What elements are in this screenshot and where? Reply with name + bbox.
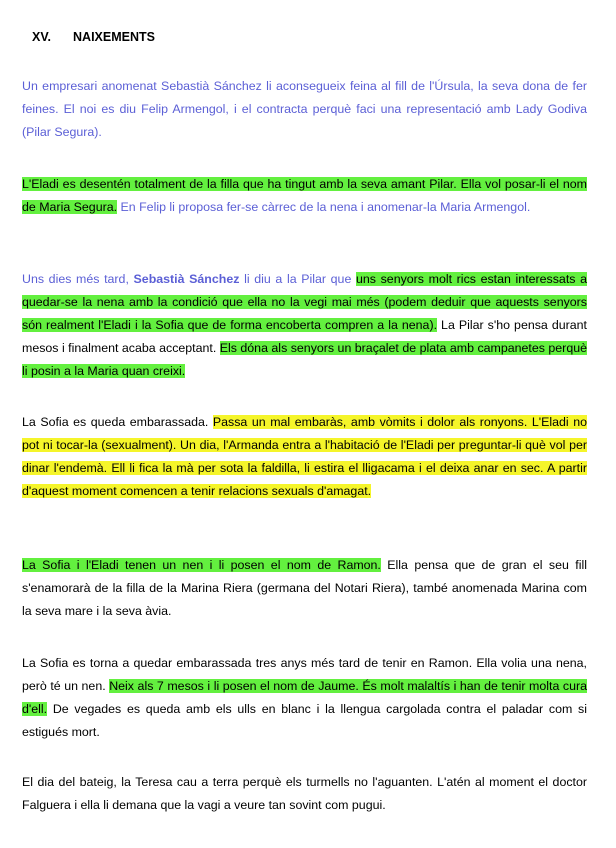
text-segment: Uns dies més tard, — [22, 272, 134, 286]
highlighted-segment: L'Eladi es desentén totalment de la filla que ha tingut amb la seva amant Pilar. Ella vol posar-li el nom de Maria Segura. — [22, 177, 587, 214]
paragraph-6 — [22, 652, 587, 744]
text-segment: El dia del bateig, la Teresa cau a terra perquè els turmells no l'aguanten. L'atén al moment el doctor Falguera i ella li demana que la vagi a veure tan sovint com pugui. — [22, 775, 587, 812]
section-number: XV. — [32, 30, 52, 44]
highlighted-segment: Els dóna als senyors un braçalet de plata amb campanetes perquè li posin a la Maria quan creixi. — [22, 341, 587, 378]
section-heading — [32, 30, 155, 44]
section-title: NAIXEMENTS — [73, 30, 155, 44]
text-segment: Un empresari anomenat Sebastià Sánchez li aconsegueix feina al fill de l'Úrsula, la seva dona de fer feines. El noi es diu Felip Armengol, i el contracta perquè faci una representació amb Lady Godiva (Pilar Segura). — [22, 79, 587, 139]
highlighted-segment: Passa un mal embaràs, amb vòmits i dolor als ronyons. L'Eladi no pot ni tocar-la (sexualment). Un dia, l'Armanda entra a l'habitació de l'Eladi per preguntar-li què vol per dinar l'endemà. Ell li fica la mà per sota la faldilla, li estira el lligacama i el deixa anar en sec. A partir d'aquest moment comencen a tenir relacions sexuals d'amagat. — [22, 415, 587, 498]
paragraph-5 — [22, 554, 587, 623]
paragraph-4 — [22, 411, 587, 503]
text-segment: La Sofia es queda embarassada. — [22, 415, 213, 429]
paragraph-7 — [22, 771, 587, 817]
highlighted-segment: La Sofia i l'Eladi tenen un nen i li posen el nom de Ramon. — [22, 558, 381, 572]
text-segment: Ella pensa que de gran el seu fill s'enamorarà de la filla de la Marina Riera (germana del Notari Riera), també anomenada Marina com la seva mare i la seva àvia. — [22, 558, 587, 618]
text-segment: Sebastià Sánchez — [133, 272, 240, 286]
paragraph-3 — [22, 268, 587, 383]
paragraph-2 — [22, 173, 587, 219]
text-segment: De vegades es queda amb els ulls en blanc i la llengua cargolada contra el paladar com si estigués mort. — [22, 702, 587, 739]
text-segment: En Felip li proposa fer-se càrrec de la nena i anomenar-la Maria Armengol. — [117, 200, 531, 214]
text-segment: li diu a la Pilar que — [239, 272, 356, 286]
text-segment: La Pilar s'ho pensa durant mesos i finalment acaba acceptant. — [22, 318, 587, 355]
text-segment: La Sofia es torna a quedar embarassada tres anys més tard de tenir en Ramon. Ella volia una nena, però té un nen. — [22, 656, 587, 693]
highlighted-segment: Neix als 7 mesos i li posen el nom de Jaume. És molt malaltís i han de tenir molta cura d'ell. — [22, 679, 588, 716]
highlighted-segment: uns senyors molt rics estan interessats a quedar-se la nena amb la condició que ella no la vegi mai més (podem deduir que aquests senyors són realment l'Eladi i la Sofia que de forma encoberta compren a la nena). — [22, 272, 587, 332]
paragraph-1 — [22, 75, 587, 144]
